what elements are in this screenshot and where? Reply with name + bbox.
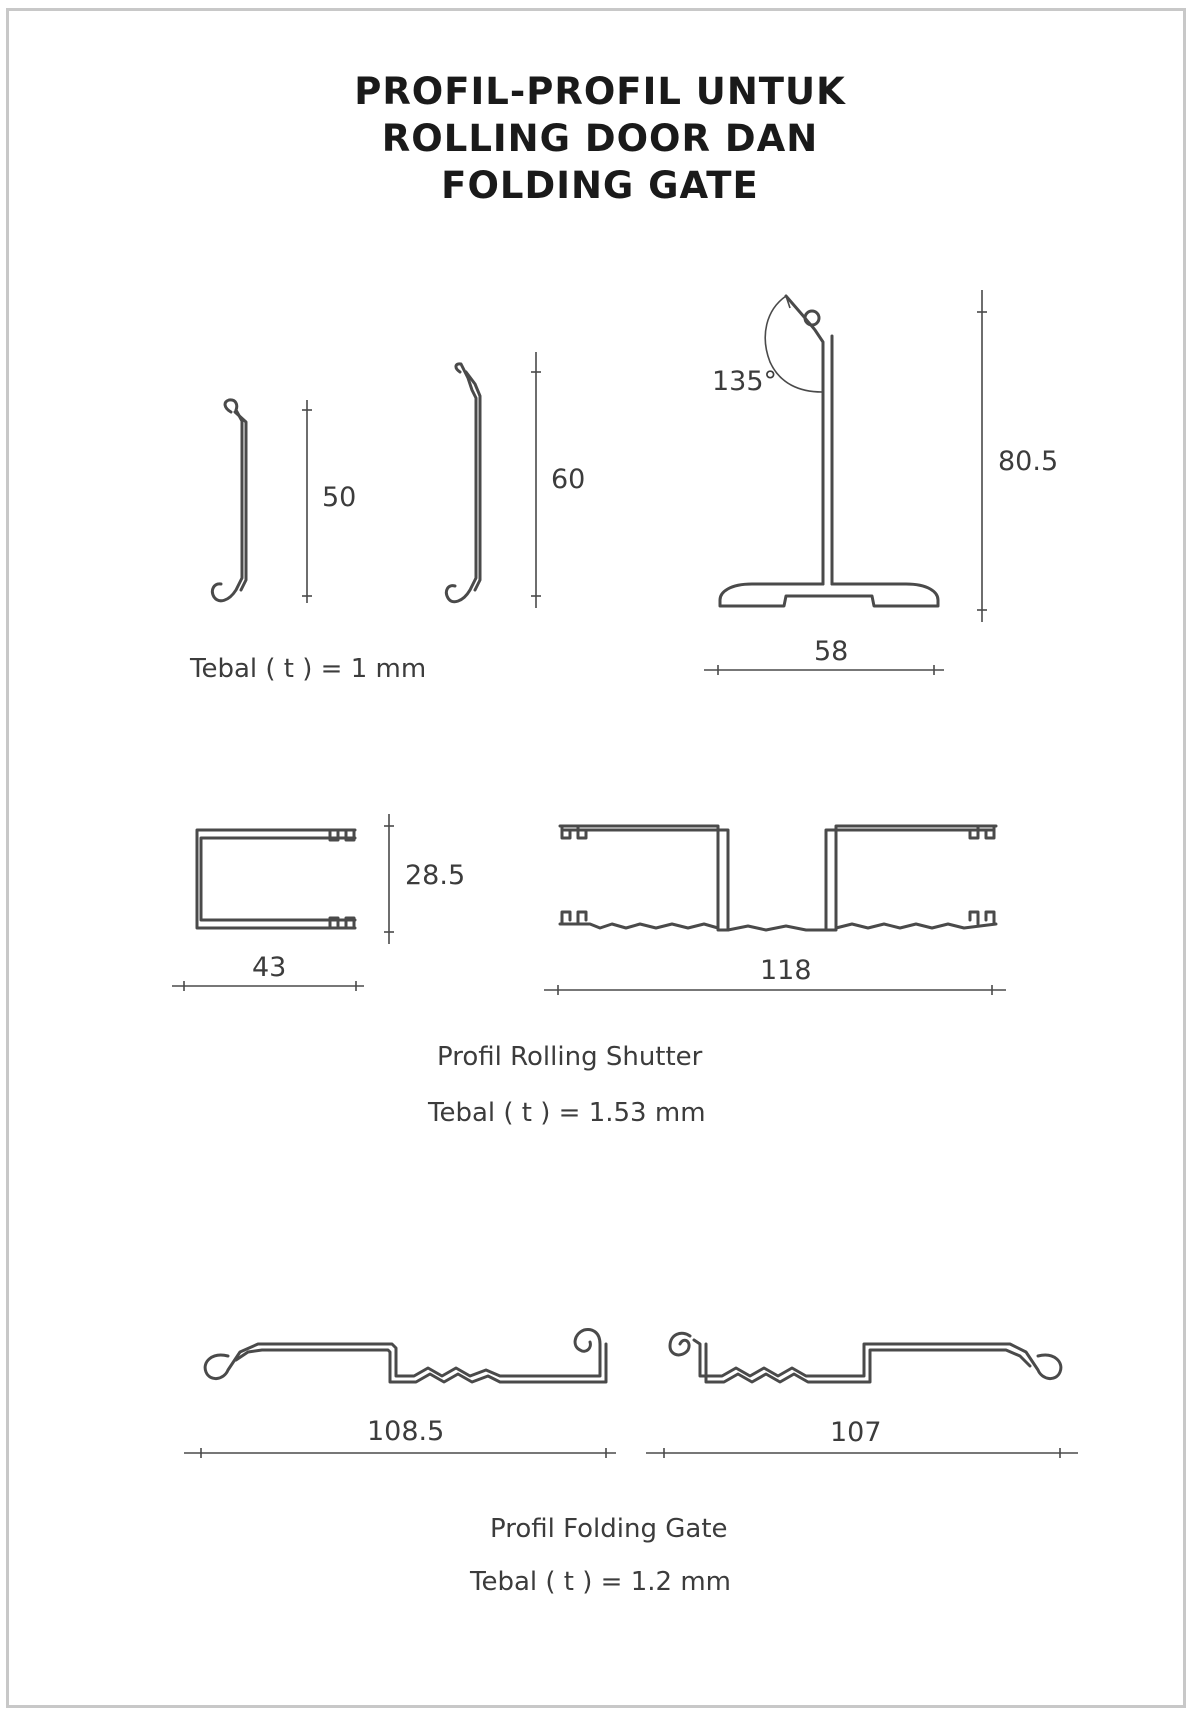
title-line-3: FOLDING GATE: [441, 164, 759, 207]
shutter-profile-wide: [560, 826, 996, 930]
title-line-1: PROFIL-PROFIL UNTUK: [354, 70, 846, 113]
title-line-2: ROLLING DOOR DAN: [381, 117, 819, 160]
profile-50: [212, 400, 246, 601]
folding-gate-profile-left: [205, 1330, 606, 1382]
dim-80-5-label: 80.5: [998, 446, 1059, 477]
dimension-80-5: [977, 290, 987, 622]
dimension-28-5: [384, 814, 394, 944]
profile-60: [446, 364, 480, 602]
dim-107-label: 107: [830, 1417, 882, 1448]
folding-gate-profile-right: [670, 1333, 1061, 1382]
dim-43-label: 43: [252, 952, 287, 983]
shutter-profile-small: [197, 830, 355, 928]
angle-135-label: 135°: [712, 366, 778, 397]
dim-28-5-label: 28.5: [405, 860, 466, 891]
dimension-118: [544, 985, 1006, 995]
dim-50-label: 50: [322, 482, 357, 513]
rolling-shutter-caption: Profil Rolling Shutter: [437, 1042, 703, 1072]
profile-t-section: [720, 296, 938, 606]
dim-60-label: 60: [551, 464, 586, 495]
dimension-107: [646, 1448, 1078, 1458]
folding-gate-thickness: Tebal ( t ) = 1.2 mm: [470, 1567, 731, 1597]
dimension-50: [302, 400, 312, 603]
dim-108-5-label: 108.5: [367, 1416, 445, 1447]
folding-gate-caption: Profil Folding Gate: [490, 1514, 728, 1544]
rolling-door-thickness: Tebal ( t ) = 1 mm: [190, 654, 427, 684]
dimension-108-5: [184, 1448, 616, 1458]
dimension-60: [531, 352, 541, 608]
rolling-shutter-thickness: Tebal ( t ) = 1.53 mm: [428, 1098, 706, 1128]
dim-118-label: 118: [760, 955, 812, 986]
dim-58-label: 58: [814, 636, 849, 667]
